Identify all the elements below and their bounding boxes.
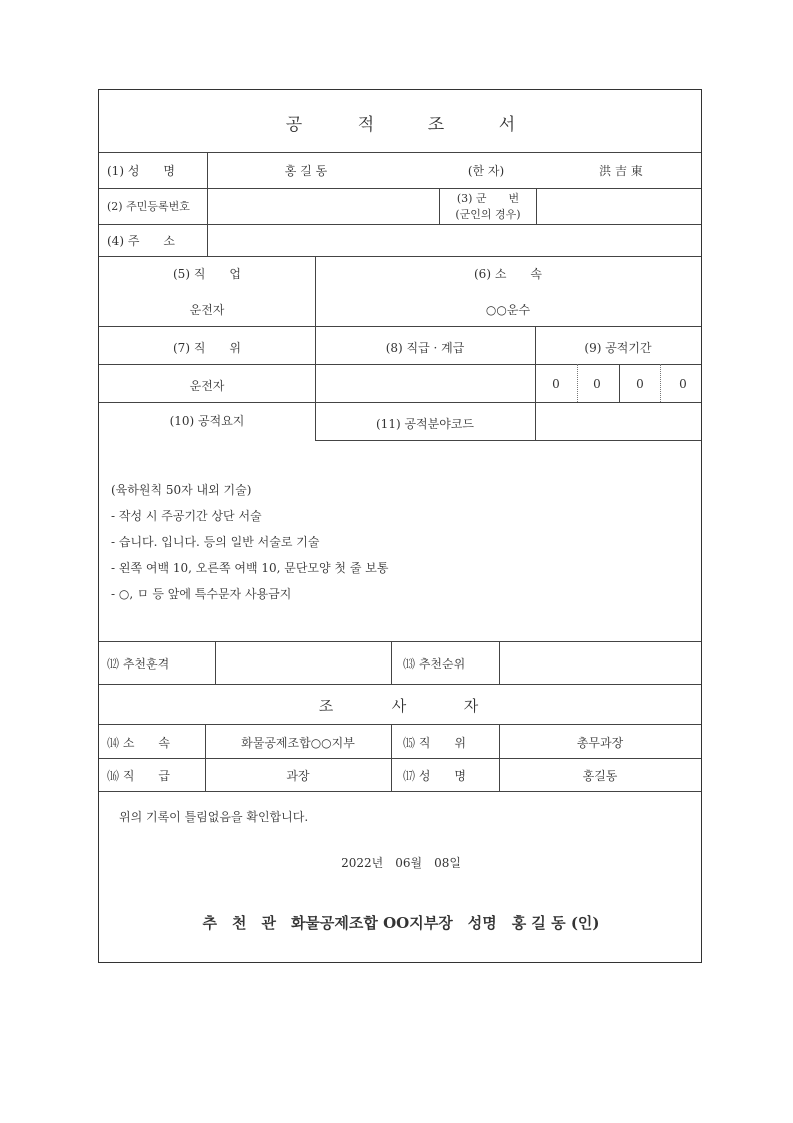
military-label: (3) 군 번 <box>456 192 520 205</box>
hanja-value: 洪 吉 東 <box>599 164 643 178</box>
row-divider <box>99 326 701 327</box>
col-divider <box>439 188 440 224</box>
period-value: 0 <box>679 377 687 391</box>
investigator-name-value: 홍길동 <box>582 769 618 783</box>
period-value: 0 <box>593 377 601 391</box>
title-char: 공 <box>285 115 303 135</box>
col-divider <box>215 641 216 684</box>
confirm-text: 위의 기록이 틀림없음을 확인합니다. <box>119 810 309 824</box>
row-divider <box>99 256 701 257</box>
investigator-grade-value: 과장 <box>286 769 310 783</box>
title-char: 서 <box>498 115 516 135</box>
row-divider <box>99 224 701 225</box>
col-divider <box>619 364 620 402</box>
row-divider <box>99 402 701 403</box>
col-divider <box>535 326 536 440</box>
name-value: 홍 길 동 <box>284 164 328 178</box>
instruction-line: - 작성 시 주공기간 상단 서술 <box>111 509 262 523</box>
investigator-affiliation-label: ⒁ 소 속 <box>107 736 170 750</box>
job-value: 운전자 <box>189 303 225 317</box>
row-divider <box>99 152 701 153</box>
period-value: 0 <box>552 377 560 391</box>
col-divider <box>499 724 500 791</box>
row-divider <box>99 684 701 685</box>
col-divider <box>391 641 392 684</box>
date-text: 2022년 06월 08일 <box>341 856 461 870</box>
rrn-label: (2) 주민등록번호 <box>107 200 190 213</box>
recommend-rank-label: ⒀ 추천순위 <box>403 657 466 671</box>
summary-label: (10) 공적요지 <box>169 414 245 428</box>
investigator-title-char: 조 <box>318 697 334 715</box>
position-label: (7) 직 위 <box>173 341 241 355</box>
instruction-line: - ○, ㅁ 등 앞에 특수문자 사용금지 <box>111 587 292 601</box>
col-divider <box>499 641 500 684</box>
col-divider <box>207 188 208 224</box>
title-char: 조 <box>427 115 445 135</box>
investigator-grade-label: ⒃ 직 급 <box>107 769 170 783</box>
col-divider <box>536 188 537 224</box>
col-divider <box>207 224 208 256</box>
instruction-line: - 왼쪽 여백 10, 오른쪽 여백 10, 문단모양 첫 줄 보통 <box>111 561 389 575</box>
investigator-position-label: ⒂ 직 위 <box>403 736 466 750</box>
row-divider <box>99 641 701 642</box>
job-label: (5) 직 업 <box>173 267 241 281</box>
investigator-title-char: 자 <box>463 697 479 715</box>
address-label: (4) 주 소 <box>107 234 175 248</box>
row-divider <box>99 758 701 759</box>
row-divider <box>99 791 701 792</box>
col-divider <box>205 724 206 791</box>
rank-label: (8) 직급 · 계급 <box>385 341 465 355</box>
instruction-line: (육하원칙 50자 내외 기술) <box>111 483 252 497</box>
row-divider <box>99 364 701 365</box>
investigator-position-value: 총무과장 <box>576 736 624 750</box>
affiliation-value: ○○운수 <box>485 303 531 317</box>
hanja-label: (한 자) <box>467 164 505 178</box>
position-value: 운전자 <box>189 379 225 393</box>
row-divider <box>315 440 701 441</box>
investigator-title-char: 사 <box>391 697 407 715</box>
col-divider <box>207 152 208 188</box>
period-value: 0 <box>636 377 644 391</box>
col-divider <box>391 724 392 791</box>
row-divider <box>99 188 701 189</box>
name-label: (1) 성 명 <box>107 164 175 178</box>
title-char: 적 <box>357 115 375 135</box>
col-divider <box>315 256 316 440</box>
period-divider <box>660 364 661 402</box>
military-label-note: (군인의 경우) <box>455 208 521 221</box>
row-divider <box>99 724 701 725</box>
instruction-line: - 습니다. 입니다. 등의 일반 서술로 기술 <box>111 535 320 549</box>
merit-report-form <box>98 89 702 963</box>
field-code-label: (11) 공적분야코드 <box>376 417 474 431</box>
affiliation-label: (6) 소 속 <box>474 267 542 281</box>
recommend-honor-label: ⑿ 추천훈격 <box>107 657 170 671</box>
investigator-name-label: ⒄ 성 명 <box>403 769 466 783</box>
period-divider <box>577 364 578 402</box>
signature-line: 추 천 관 화물공제조합 OO지부장 성명 홍 길 동 (인) <box>202 914 600 932</box>
period-label: (9) 공적기간 <box>584 341 652 355</box>
investigator-affiliation-value: 화물공제조합○○지부 <box>241 736 355 750</box>
